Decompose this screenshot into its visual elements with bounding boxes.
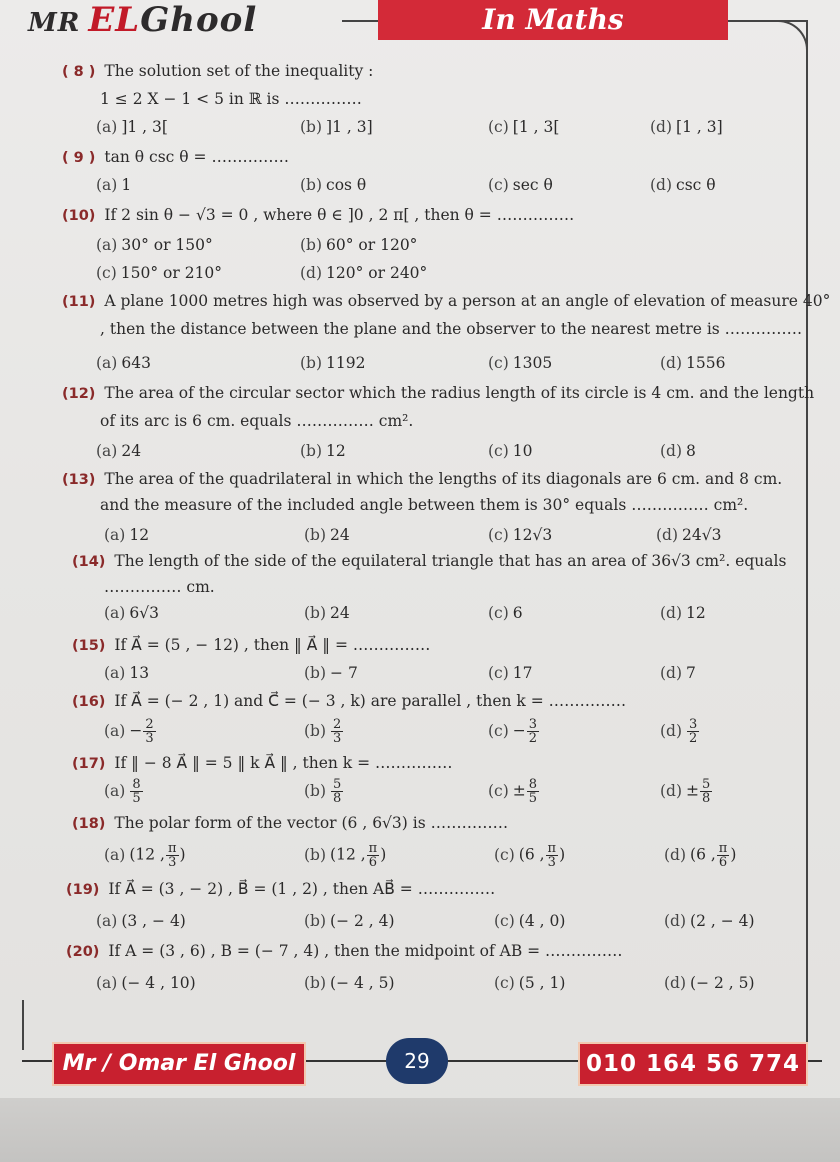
- option-d[interactable]: (d) ± $\frac{5}{8}$: [660, 777, 711, 806]
- option-d[interactable]: (d) [1 , 3]: [650, 118, 723, 136]
- question-16: [72, 692, 626, 710]
- question-11: [62, 292, 830, 310]
- option-c[interactable]: (c) 1305: [488, 354, 553, 372]
- question-stem: The area of the quadrilateral in which the lengths of its diagonals are 6 cm. and 8 cm.: [104, 470, 783, 488]
- brand-mr: MR: [28, 8, 81, 38]
- option-b[interactable]: (b) $\frac{5}{8}$: [304, 777, 342, 806]
- question-10: [62, 206, 574, 224]
- option-d[interactable]: (d) 1556: [660, 354, 726, 372]
- question-number: (17): [72, 756, 106, 772]
- option-c[interactable]: (c) [1 , 3[: [488, 118, 560, 136]
- option-d[interactable]: (d) 120° or 240°: [300, 264, 428, 282]
- option-b[interactable]: (b) ]1 , 3]: [300, 118, 373, 136]
- option-b[interactable]: (b) (12 , $\frac{\pi}{6}$ ): [304, 841, 387, 870]
- question-18: [72, 814, 508, 832]
- question-number: (18): [72, 816, 106, 832]
- question-20: [66, 942, 623, 960]
- option-a[interactable]: (a) 30° or 150°: [96, 236, 213, 254]
- option-c[interactable]: (c) 6: [488, 604, 523, 622]
- question-stem: The area of the circular sector which the radius length of its circle is 4 cm. and the length: [104, 384, 815, 402]
- option-a[interactable]: (a) − $\frac{2}{3}$: [104, 717, 154, 746]
- option-d[interactable]: (d) 8: [660, 442, 696, 460]
- option-a[interactable]: (a) 12: [104, 526, 150, 544]
- question-stem: If A = (3 , 6) , B = (− 7 , 4) , then the midpoint of AB = ……………: [108, 942, 623, 960]
- question-19: [66, 880, 495, 898]
- question-stem: If 2 sin θ − √3 = 0 , where θ ∈ ]0 , 2 π[ , then θ = ……………: [104, 206, 575, 224]
- option-b[interactable]: (b) 1192: [300, 354, 366, 372]
- option-c[interactable]: (c) 10: [488, 442, 533, 460]
- brand-el: EL: [88, 0, 141, 40]
- question-stem: The solution set of the inequality :: [104, 62, 374, 80]
- phone-number-banner: 010 164 56 774: [578, 1042, 808, 1086]
- option-d[interactable]: (d) csc θ: [650, 176, 716, 194]
- page-bottom-edge: [0, 1098, 840, 1162]
- question-number: (13): [62, 472, 96, 488]
- page-number-badge: 29: [386, 1038, 448, 1084]
- question-stem: The length of the side of the equilateral triangle that has an area of 36√3 cm². equals: [114, 552, 787, 570]
- header-divider: [342, 20, 382, 22]
- option-a[interactable]: (a) 1: [96, 176, 132, 194]
- option-a[interactable]: (a) $\frac{8}{5}$: [104, 777, 141, 806]
- option-b[interactable]: (b) (− 2 , 4): [304, 912, 395, 930]
- question-number: (19): [66, 882, 100, 898]
- question-number: (10): [62, 208, 96, 224]
- question-stem: If A⃗ = (5 , − 12) , then ‖ A⃗ ‖ = ……………: [114, 636, 431, 654]
- question-number: (15): [72, 638, 106, 654]
- question-stem: If A⃗ = (3 , − 2) , B⃗ = (1 , 2) , then AB⃗ = ……………: [108, 880, 496, 898]
- question-continuation: , then the distance between the plane and the observer to the nearest metre is ……………: [100, 320, 803, 338]
- option-c[interactable]: (c) ± $\frac{8}{5}$: [488, 777, 538, 806]
- frame-top-line: [728, 20, 808, 22]
- option-d[interactable]: (d) (2 , − 4): [664, 912, 755, 930]
- option-b[interactable]: (b) 24: [304, 526, 350, 544]
- question-continuation: 1 ≤ 2 X − 1 < 5 in ℝ is ……………: [100, 90, 362, 108]
- option-b[interactable]: (b) (− 4 , 5): [304, 974, 395, 992]
- question-stem: If A⃗ = (− 2 , 1) and C⃗ = (− 3 , k) are parallel , then k = ……………: [114, 692, 627, 710]
- question-8: [62, 62, 373, 80]
- option-c[interactable]: (c) (6 , $\frac{\pi}{3}$ ): [494, 841, 566, 870]
- option-b[interactable]: (b) 12: [300, 442, 346, 460]
- option-b[interactable]: (b) 60° or 120°: [300, 236, 418, 254]
- option-d[interactable]: (d) (6 , $\frac{\pi}{6}$ ): [664, 841, 737, 870]
- question-stem: tan θ csc θ = ……………: [104, 148, 289, 166]
- frame-corner: [770, 20, 808, 58]
- option-d[interactable]: (d) $\frac{3}{2}$: [660, 717, 698, 746]
- question-9: [62, 148, 289, 166]
- option-a[interactable]: (a) (3 , − 4): [96, 912, 186, 930]
- question-continuation: and the measure of the included angle between them is 30° equals …………… cm².: [100, 496, 749, 514]
- option-c[interactable]: (c) 150° or 210°: [96, 264, 223, 282]
- subject-banner: In Maths: [378, 0, 728, 40]
- option-c[interactable]: (c) (5 , 1): [494, 974, 566, 992]
- option-b[interactable]: (b) − 7: [304, 664, 358, 682]
- option-a[interactable]: (a) 6√3: [104, 604, 159, 622]
- question-14: [72, 552, 786, 570]
- option-c[interactable]: (c) 17: [488, 664, 533, 682]
- option-a[interactable]: (a) ]1 , 3[: [96, 118, 168, 136]
- question-continuation: of its arc is 6 cm. equals …………… cm².: [100, 412, 414, 430]
- option-a[interactable]: (a) 13: [104, 664, 150, 682]
- question-number: (14): [72, 554, 106, 570]
- question-number: (16): [72, 694, 106, 710]
- option-b[interactable]: (b) cos θ: [300, 176, 367, 194]
- option-b[interactable]: (b) 24: [304, 604, 350, 622]
- question-continuation: …………… cm.: [104, 578, 215, 596]
- option-a[interactable]: (a) 643: [96, 354, 151, 372]
- question-13: [62, 470, 782, 488]
- option-c[interactable]: (c) − $\frac{3}{2}$: [488, 717, 538, 746]
- question-12: [62, 384, 814, 402]
- question-number: (12): [62, 386, 96, 402]
- teacher-name-banner: Mr / Omar El Ghool: [52, 1042, 306, 1086]
- question-number: ( 8 ): [62, 64, 96, 80]
- question-stem: A plane 1000 metres high was observed by a person at an angle of elevation of measure 40°: [104, 292, 831, 310]
- brand-ghool: Ghool: [140, 0, 258, 40]
- question-number: ( 9 ): [62, 150, 96, 166]
- option-c[interactable]: (c) sec θ: [488, 176, 553, 194]
- frame-left-line: [22, 1000, 24, 1050]
- option-a[interactable]: (a) (12 , $\frac{\pi}{3}$ ): [104, 841, 186, 870]
- question-15: [72, 636, 430, 654]
- option-d[interactable]: (d) (− 2 , 5): [664, 974, 755, 992]
- frame-right-line: [806, 20, 808, 1050]
- option-a[interactable]: (a) (− 4 , 10): [96, 974, 196, 992]
- option-b[interactable]: (b) $\frac{2}{3}$: [304, 717, 342, 746]
- question-17: [72, 754, 453, 772]
- option-c[interactable]: (c) (4 , 0): [494, 912, 566, 930]
- option-c[interactable]: (c) 12√3: [488, 526, 553, 544]
- question-number: (11): [62, 294, 96, 310]
- question-stem: The polar form of the vector (6 , 6√3) is ……………: [114, 814, 509, 832]
- option-a[interactable]: (a) 24: [96, 442, 142, 460]
- question-stem: If ‖ − 8 A⃗ ‖ = 5 ‖ k A⃗ ‖ , then k = ……………: [114, 754, 453, 772]
- option-d[interactable]: (d) 24√3: [656, 526, 722, 544]
- option-d[interactable]: (d) 12: [660, 604, 706, 622]
- brand-logo: [28, 0, 257, 44]
- question-number: (20): [66, 944, 100, 960]
- option-d[interactable]: (d) 7: [660, 664, 696, 682]
